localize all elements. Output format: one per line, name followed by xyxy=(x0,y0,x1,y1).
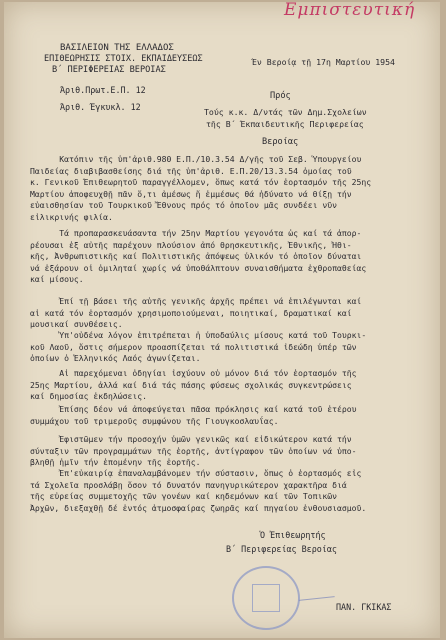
paragraph-8-line-4: Ἀρχῶν, διεξαχθῇ δέ ἐντός ἀτμοσφαίρας ζωηρᾶς καί πηγαίου ἐνθουσιασμοῦ. xyxy=(30,502,367,513)
paragraph-2-line-3: κῆς, Ἀνθρωπιστικῆς καί Πολιτιστικῆς ἀπόψεως ὑλικόν τό ὁποῖον δύναται xyxy=(30,251,362,262)
signatory-name: ΠΑΝ. ΓΚΙΚΑΣ xyxy=(336,602,392,612)
paragraph-7-line-1: Ἐφιστῶμεν τήν προσοχήν ὑμῶν γενικῶς καί εἰδικώτερον κατά τήν xyxy=(30,434,352,444)
paragraph-8-line-2: τά Σχολεῖα προσλάβῃ ὅσον τό δυνατόν πανηγυρικώτερον χαρακτῆρα διά xyxy=(30,479,347,490)
paragraph-1-line-6: εἰλικρινής φιλία. xyxy=(30,212,113,222)
paragraph-1-line-5: εὐαισθησίαν τοῦ Τουρκικοῦ Ἔθνους πρός τό ὁποῖον μᾶς συνδέει νῦν xyxy=(30,200,337,211)
paragraph-3-line-2: αἱ κατά τόν ἑορτασμόν χρησιμοποιούμεναι, ποιητικαί, δραματικαί καί xyxy=(30,307,352,318)
paragraph-5-line-2: 25ης Μαρτίου, ἀλλά καί διά τάς πάσης φύσεως σχολικάς συγκεντρώσεις xyxy=(30,379,352,390)
paragraph-1-line-1: Κατόπιν τῆς ὑπ'ἀριθ.980 Ε.Π./10.3.54 Δ/γῆς τοῦ Σεβ. Ὑπουργείου xyxy=(30,154,362,164)
paragraph-1-line-3: κ. Γενικοῦ Έπιθεωρητοῦ παραγγέλλομεν, ὅπως κατά τόν ἑορτασμόν τῆς 25ης xyxy=(30,177,372,188)
paragraph-8-line-1: Ἐπ'εὐκαιρίᾳ ἐπαναλαμβάνομεν τήν σύστασιν, ὅπως ὁ ἑορτασμός εἰς xyxy=(30,468,362,478)
header-district: Β΄ ΠΕΡΙΦΕΡΕΙΑΣ ΒΕΡΟΙΑΣ xyxy=(52,65,166,75)
recipient-city: Βεροίας xyxy=(262,137,299,147)
paragraph-7-line-3: βληθῇ ἡμῖν τήν ἐπομένην τῆς ἑορτῆς. xyxy=(30,457,201,468)
confidential-stamp xyxy=(284,0,438,26)
paragraph-8-line-3: τῆς εὐρείας συμμετοχῆς τῶν γονέων καί κηδεμόνων καί τῶν Τοπικῶν xyxy=(30,491,337,502)
official-seal xyxy=(232,566,300,630)
paragraph-1-line-2: Παιδείας διαβιβασθείσης διά τῆς ὑπ'ἀριθ. Ε.Π.20/13.3.54 ὁμοίας τοῦ xyxy=(30,165,352,176)
paragraph-3-line-3: μουσικαί συνθέσεις. xyxy=(30,319,123,330)
seal-emblem xyxy=(252,584,280,612)
paragraph-7-line-2: σύνταξιν τῶν προγραμμάτων τῆς ἑορτῆς, ἀντίγραφον τῶν ὁποίων νά ὑπο- xyxy=(30,445,357,456)
header-inspectorate: ΕΠΙΘΕΩΡΗΣΙΣ ΣΤΟΙΧ. ΕΚΠΑΙΔΕΥΣΕΩΣ xyxy=(44,54,203,64)
recipient-pros: Πρός xyxy=(270,91,291,101)
paragraph-2-line-1: Τά προπαρασκευάσαντα τήν 25ην Μαρτίου γεγονότα ὡς καί τά ἀπορ- xyxy=(30,228,362,238)
paragraph-1-line-4: Μαρτίου ἀποφευχθῇ πᾶν ὅ,τι ἀμέσως ἤ ἐμμέσως θά ἠδύνατο νά θίξῃ τήν xyxy=(30,188,352,199)
letter-date: Έν Βεροίᾳ τῇ 17η Μαρτίου 1954 xyxy=(252,57,395,67)
reference-circular: Άριθ. Έγκυκλ. 12 xyxy=(60,102,141,112)
paragraph-2-line-2: ρέουσαι ἐξ αὐτῆς παρέχουν πλούσιον ἀπό θρησκευτικῆς, Ἐθνικῆς, Ἠθι- xyxy=(30,239,352,250)
paragraph-4-line-3: ὁποίων ὁ Ἑλληνικός Λαός ἀγωνίζεται. xyxy=(30,353,201,364)
paragraph-6-line-1: Ἐπίσης δέον νά ἀποφεύγεται πᾶσα πρόκλησις καί κατά τοῦ ἑτέρου xyxy=(30,404,357,414)
paragraph-3-line-1: Ἐπί τῇ βάσει τῆς αὐτῆς γενικῆς ἀρχῆς πρέπει νά ἐπιλέγωνται καί xyxy=(30,296,362,306)
paragraph-4-line-1: Ὑπ'οὐδένα λόγον ἐπιτρέπεται ἡ ὑποδαύλις μίσους κατά τοῦ Τουρκι- xyxy=(30,330,367,340)
confidential-label: Εμπιστευτική xyxy=(284,0,416,20)
paragraph-2-line-4: νά ἐξάρουν οἱ ὁμιληταί χωρίς νά ὑποθάλπτουν συναισθήματα ἐχθροπαθείας xyxy=(30,262,367,273)
signature-title-2: Β΄ Περιφερείας Βεροίας xyxy=(226,544,337,554)
paragraph-2-line-5: καί μίσους. xyxy=(30,274,84,285)
paragraph-5-line-1: Αἱ παρεχόμεναι ὁδηγίαι ἰσχύουν οὐ μόνον διά τόν ἑορτασμόν τῆς xyxy=(30,368,357,378)
header-kingdom: ΒΑΣΙΛΕΙΟΝ ΤΗΣ ΕΛΛΑΔΟΣ xyxy=(60,43,174,53)
signature-title-1: Ὁ Ἐπιθεωρητής xyxy=(260,530,326,540)
reference-protocol: Άριθ.Πρωτ.Ε.Π. 12 xyxy=(60,85,146,95)
paragraph-5-line-3: καί δημοσίας ἐκδηλώσεις. xyxy=(30,391,147,402)
paragraph-4-line-2: κοῦ Λαοῦ, ὅστις σήμερον προασπίζεται τά πολιτιστικά ἰδεώδη ὑπέρ τῶν xyxy=(30,341,357,352)
recipient-line-1: Τούς κ.κ. Δ/ντάς τῶν Δημ.Σχολείων xyxy=(204,107,367,117)
recipient-line-2: τῆς Β΄ Έκπαιδευτικῆς Περιφερείας xyxy=(206,119,364,129)
paragraph-6-line-2: συμμάχου τοῦ τριμεροῦς συμφώνου τῆς Γιουγκοσλαυΐας. xyxy=(30,415,279,426)
